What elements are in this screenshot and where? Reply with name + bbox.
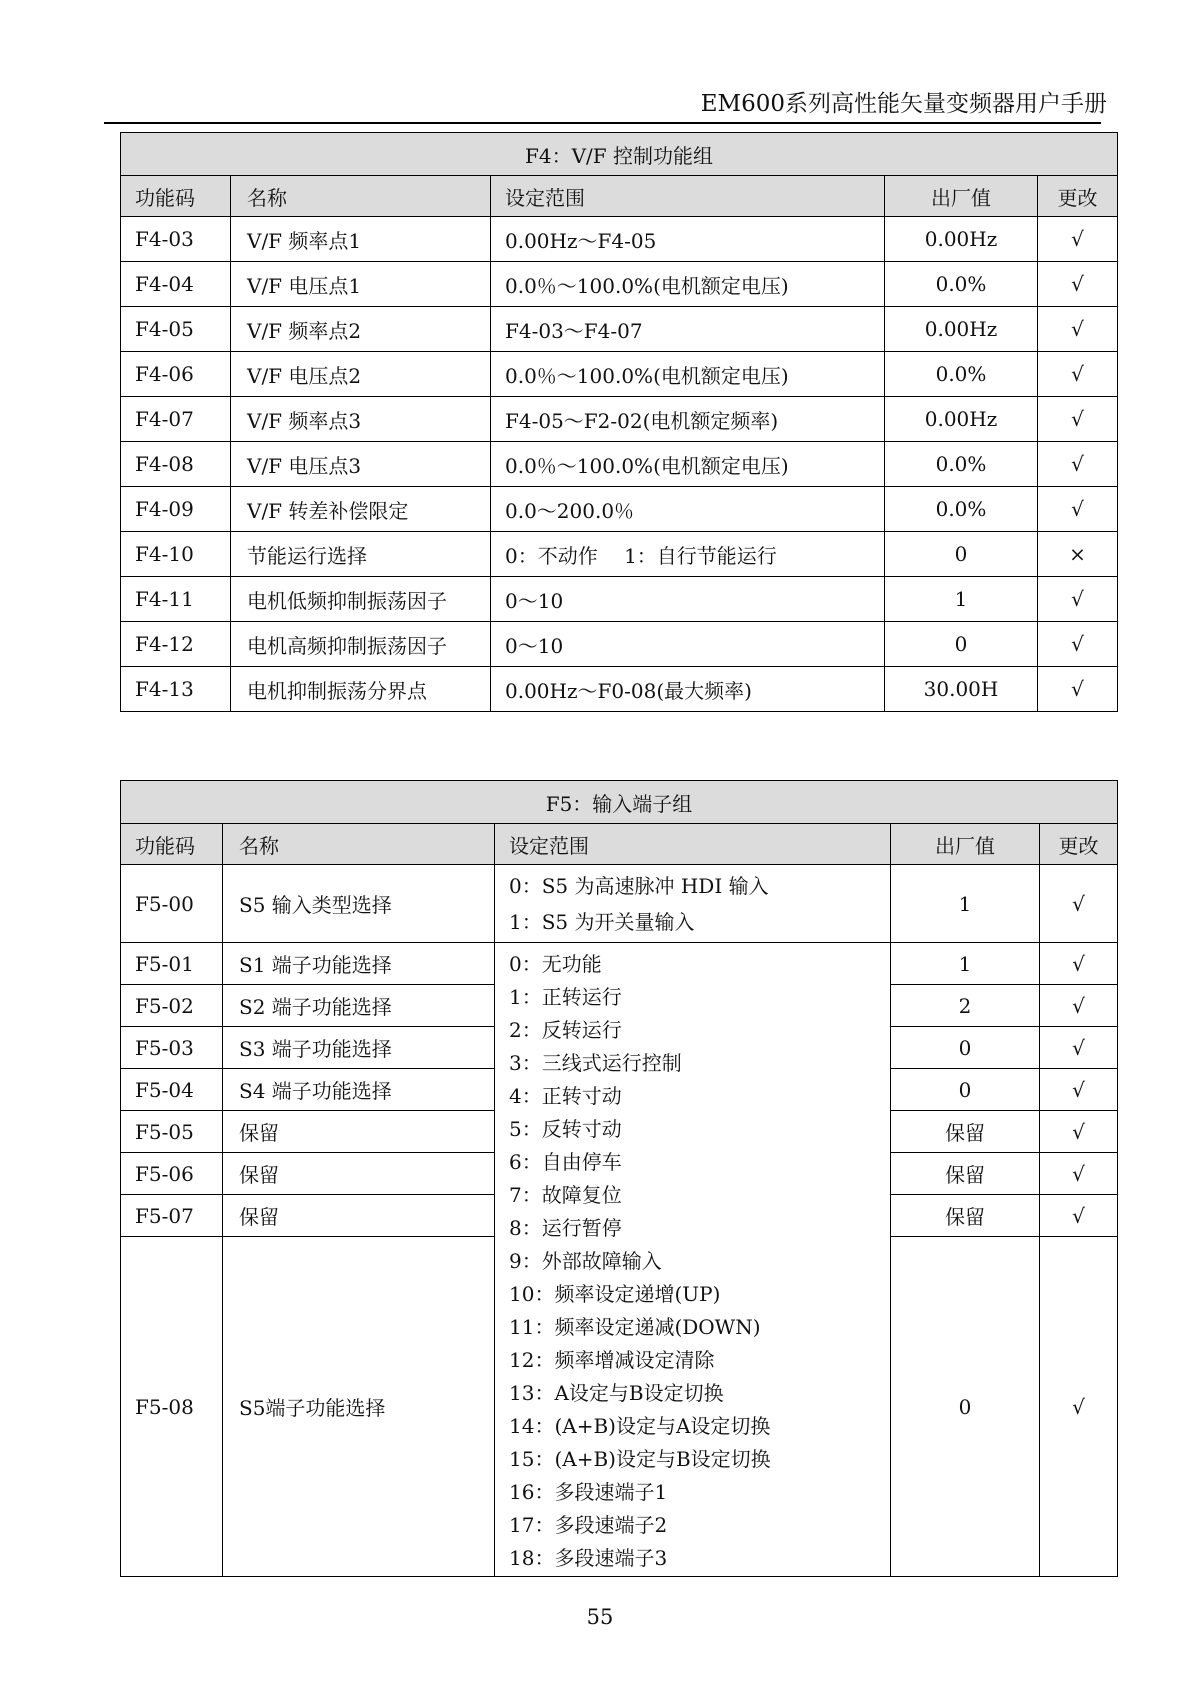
param-range: F4-05～F2-02(电机额定频率) [491,397,885,442]
param-name: 保留 [223,1195,495,1237]
column-header-name: 名称 [231,176,491,217]
param-change: × [1038,532,1118,577]
param-default: 0.0% [885,262,1038,307]
param-name: S3 端子功能选择 [223,1027,495,1069]
param-name: S1 端子功能选择 [223,943,495,985]
column-header-default: 出厂值 [891,824,1040,865]
param-range: 0.00Hz～F0-08(最大频率) [491,667,885,712]
param-code: F4-04 [121,262,231,307]
table-title-row [121,781,1118,824]
param-name: 保留 [223,1153,495,1195]
table-row [121,577,1118,622]
param-default: 保留 [891,1153,1040,1195]
param-change: √ [1038,397,1118,442]
param-code: F4-10 [121,532,231,577]
table-row [121,262,1118,307]
param-default: 1 [885,577,1038,622]
param-name: V/F 频率点1 [231,217,491,262]
function-option: 15：(A+B)设定与B设定切换 [509,1447,771,1471]
param-name: V/F 频率点3 [231,397,491,442]
param-code: F4-09 [121,487,231,532]
table-row [121,667,1118,712]
param-change: √ [1040,865,1118,943]
table-row [121,532,1118,577]
param-change: √ [1038,352,1118,397]
table-row [121,487,1118,532]
param-default: 0.00Hz [885,307,1038,352]
param-default: 0.00Hz [885,397,1038,442]
column-header-name: 名称 [223,824,495,865]
function-option: 12：频率增减设定清除 [509,1348,715,1372]
function-option: 2：反转运行 [509,1018,622,1042]
param-change: √ [1038,667,1118,712]
terminal-function-options [495,943,891,1577]
param-change: √ [1040,1195,1118,1237]
param-range: 0～10 [491,622,885,667]
param-change: √ [1040,1027,1118,1069]
param-code: F5-00 [121,865,223,943]
function-option: 3：三线式运行控制 [509,1051,682,1075]
param-code: F5-08 [121,1237,223,1577]
table-row [121,307,1118,352]
table-row [121,943,1118,985]
function-option: 13：A设定与B设定切换 [509,1381,724,1405]
column-header-code: 功能码 [121,176,231,217]
param-change: √ [1038,442,1118,487]
param-code: F4-06 [121,352,231,397]
param-name: V/F 电压点1 [231,262,491,307]
param-change: √ [1040,943,1118,985]
param-code: F4-11 [121,577,231,622]
param-name: 电机抑制振荡分界点 [231,667,491,712]
param-range [495,865,891,943]
header-rule [104,122,1101,124]
table-row [121,865,1118,943]
table-header-row [121,824,1118,865]
param-name: S5 输入类型选择 [223,865,495,943]
page-number: 55 [586,1605,614,1629]
param-change: √ [1040,1069,1118,1111]
function-option: 14：(A+B)设定与A设定切换 [509,1414,771,1438]
function-option: 6：自由停车 [509,1150,622,1174]
param-name: V/F 频率点2 [231,307,491,352]
param-change: √ [1040,1153,1118,1195]
param-default: 1 [891,943,1040,985]
f4-parameter-table [120,132,1118,712]
param-code: F4-05 [121,307,231,352]
param-range: 0.0％～100.0%(电机额定电压) [491,262,885,307]
param-default: 30.00H [885,667,1038,712]
param-code: F5-01 [121,943,223,985]
param-range: 0.00Hz～F4-05 [491,217,885,262]
column-header-change: 更改 [1038,176,1118,217]
param-range: 0.0％～100.0%(电机额定电压) [491,442,885,487]
function-option: 4：正转寸动 [509,1084,622,1108]
param-code: F5-04 [121,1069,223,1111]
column-header-range: 设定范围 [495,824,891,865]
param-default: 0 [891,1237,1040,1577]
param-default: 0.0% [885,442,1038,487]
range-option: 1：S5 为开关量输入 [509,909,695,934]
param-range: 0～10 [491,577,885,622]
table-title: F4：V/F 控制功能组 [121,133,1118,176]
param-code: F5-07 [121,1195,223,1237]
manual-header-title: EM600系列高性能矢量变频器用户手册 [700,91,1107,117]
param-change: √ [1038,577,1118,622]
table-row [121,217,1118,262]
param-code: F4-08 [121,442,231,487]
table-row [121,622,1118,667]
function-option: 7：故障复位 [509,1183,622,1207]
param-code: F5-03 [121,1027,223,1069]
function-option: 16：多段速端子1 [509,1480,668,1504]
param-default: 0 [891,1069,1040,1111]
table-header-row [121,176,1118,217]
param-default: 0 [891,1027,1040,1069]
table-row [121,352,1118,397]
param-change: √ [1040,985,1118,1027]
param-name: 节能运行选择 [231,532,491,577]
param-code: F4-13 [121,667,231,712]
param-default: 0.0% [885,487,1038,532]
param-change: √ [1038,622,1118,667]
table-row [121,442,1118,487]
param-default: 0.0% [885,352,1038,397]
column-header-code: 功能码 [121,824,223,865]
param-change: √ [1040,1111,1118,1153]
param-name: S4 端子功能选择 [223,1069,495,1111]
param-name: 保留 [223,1111,495,1153]
param-default: 0.00Hz [885,217,1038,262]
param-range: 0.0～200.0％ [491,487,885,532]
function-option: 9：外部故障输入 [509,1249,662,1273]
param-change: √ [1038,487,1118,532]
param-code: F4-07 [121,397,231,442]
function-option: 18：多段速端子3 [509,1546,668,1570]
param-default: 1 [891,865,1040,943]
param-default: 保留 [891,1111,1040,1153]
param-name: S5端子功能选择 [223,1237,495,1577]
column-header-change: 更改 [1040,824,1118,865]
param-code: F5-06 [121,1153,223,1195]
param-change: √ [1038,217,1118,262]
f5-parameter-table [120,780,1118,1577]
param-default: 0 [885,532,1038,577]
function-option: 1：正转运行 [509,985,622,1009]
function-option: 10：频率设定递增(UP) [509,1282,721,1306]
param-range: F4-03～F4-07 [491,307,885,352]
param-change: √ [1038,307,1118,352]
function-option: 0：无功能 [509,952,602,976]
param-code: F5-02 [121,985,223,1027]
function-option: 17：多段速端子2 [509,1513,668,1537]
param-change: √ [1038,262,1118,307]
table-title: F5：输入端子组 [121,781,1118,824]
range-option: 0：S5 为高速脉冲 HDI 输入 [509,873,769,898]
table-row [121,397,1118,442]
param-name: 电机低频抑制振荡因子 [231,577,491,622]
param-change: √ [1040,1237,1118,1577]
function-option: 5：反转寸动 [509,1117,622,1141]
param-name: S2 端子功能选择 [223,985,495,1027]
function-option: 11：频率设定递减(DOWN) [509,1315,761,1339]
param-default: 保留 [891,1195,1040,1237]
param-code: F5-05 [121,1111,223,1153]
param-name: V/F 电压点2 [231,352,491,397]
param-name: V/F 转差补偿限定 [231,487,491,532]
param-range: 0：不动作 1：自行节能运行 [491,532,885,577]
param-range: 0.0％～100.0%(电机额定电压) [491,352,885,397]
table-title-row [121,133,1118,176]
column-header-range: 设定范围 [491,176,885,217]
column-header-default: 出厂值 [885,176,1038,217]
function-option: 8：运行暂停 [509,1216,622,1240]
param-name: V/F 电压点3 [231,442,491,487]
param-default: 2 [891,985,1040,1027]
param-default: 0 [885,622,1038,667]
param-code: F4-12 [121,622,231,667]
param-code: F4-03 [121,217,231,262]
param-name: 电机高频抑制振荡因子 [231,622,491,667]
